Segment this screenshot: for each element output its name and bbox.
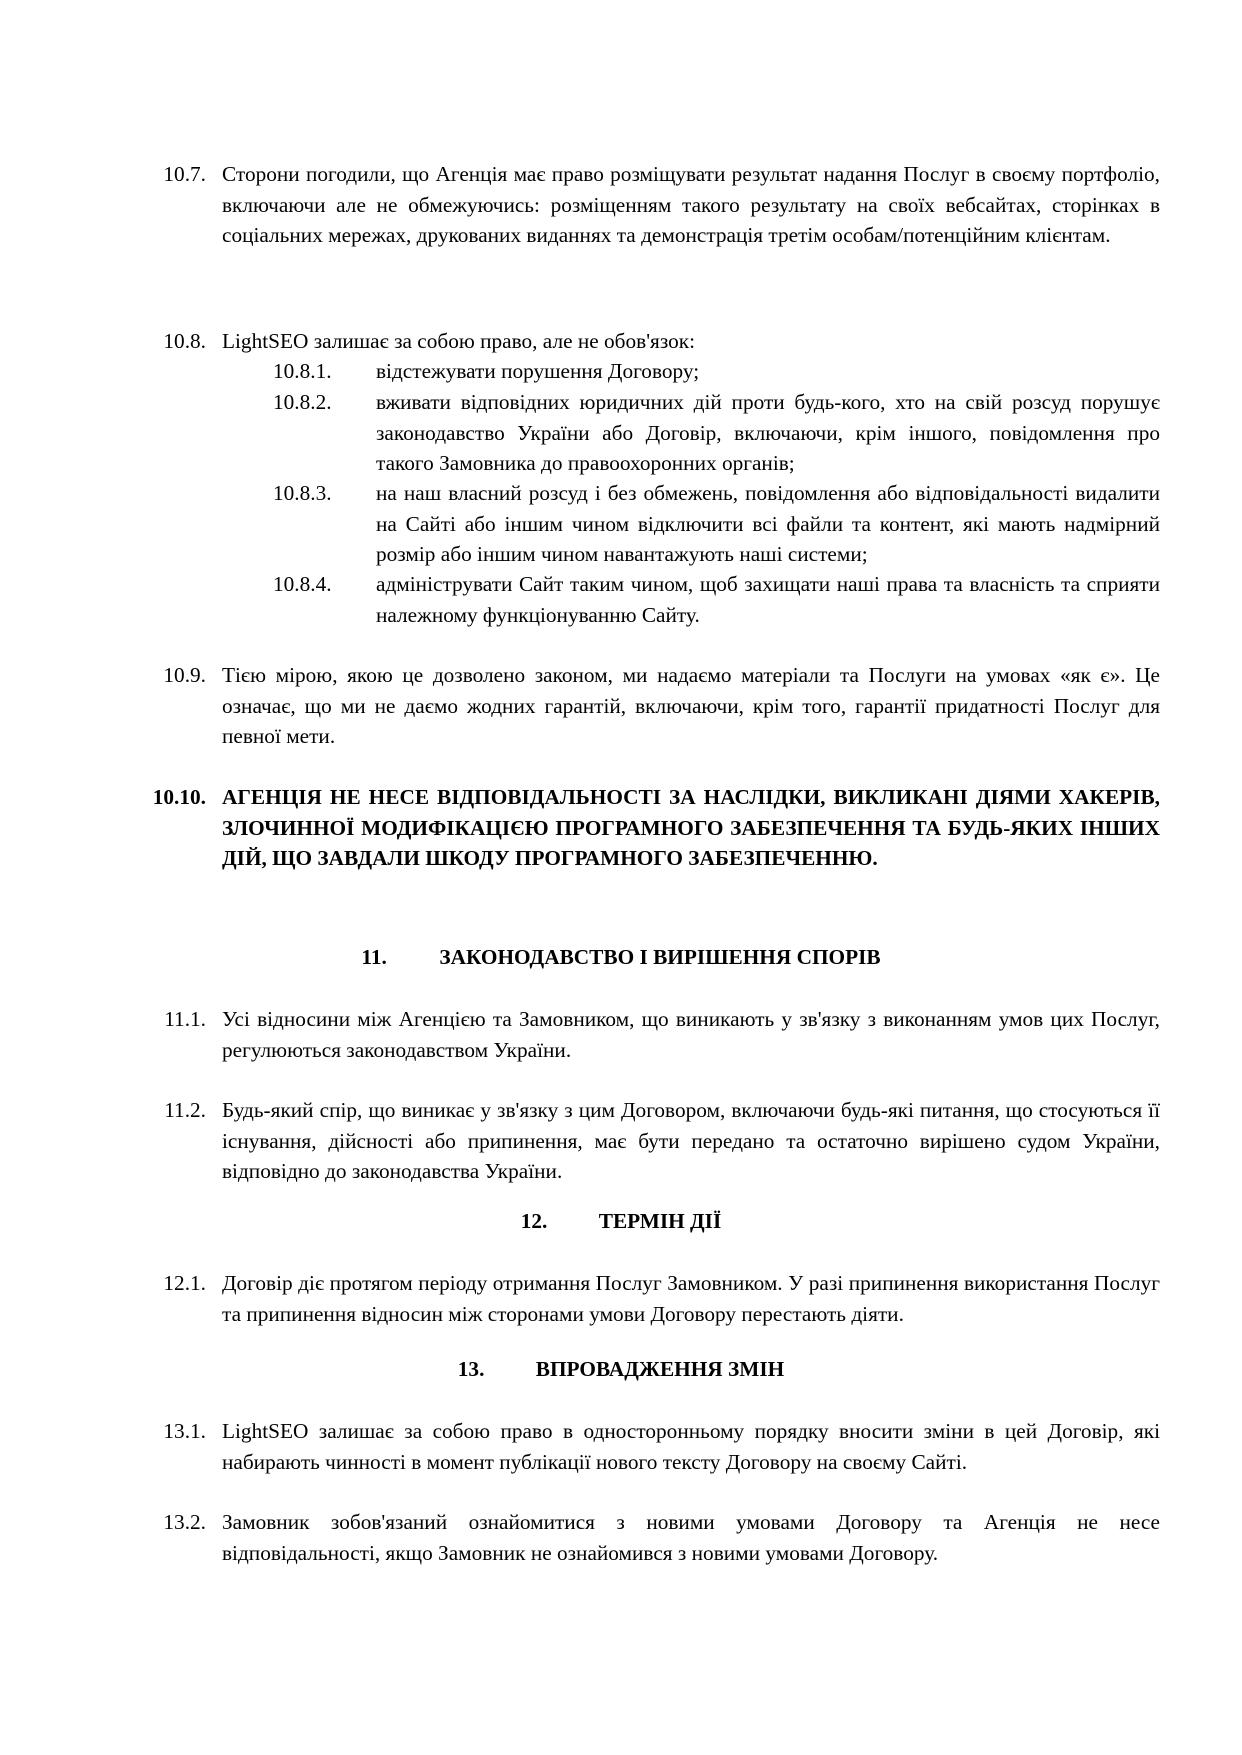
clause-number: 10.7. [163,162,206,186]
clause-11-1 [130,1004,1160,1065]
clause-10-8 [130,326,1160,357]
section-title: ВПРОВАДЖЕННЯ ЗМІН [535,1357,785,1381]
clause-number: 13.2. [163,1510,206,1534]
clause-text: LightSEO залишає за собою право в односторонньому порядку вносити зміни в цей Договір, які набирають чинності в момент публікації нового тексту Договору на своєму Сайті. [222,1419,1160,1474]
clause-12-1 [130,1268,1160,1329]
clause-number: 10.9. [163,663,206,687]
subclause-number: 10.8.2. [273,390,332,414]
clause-number: 12.1. [163,1271,206,1295]
clause-text: Договір діє протягом періоду отримання Послуг Замовником. У разі припинення використання Послуг та припинення відносин між сторонами умови Договору перестають діяти. [222,1271,1160,1326]
subclause-text: відстежувати порушення Договору; [376,359,700,383]
clause-10-7 [130,159,1160,251]
section-heading-12 [0,1206,1242,1236]
subclause-10-8-1 [273,356,1160,387]
clause-11-2 [130,1095,1160,1187]
clause-number: 10.8. [163,329,206,353]
subclause-number: 10.8.1. [273,359,332,383]
subclause-10-8-4 [273,569,1160,630]
section-number: 13. [457,1357,485,1381]
clause-text: LightSEO залишає за собою право, але не обов'язок: [222,329,696,353]
clause-13-1 [130,1416,1160,1477]
clause-text: Будь-який спір, що виникає у зв'язку з цим Договором, включаючи будь-які питання, що стосуються її існування, дійсності або припинення, має бути передано та остаточно вирішено судом України, відповідно до законодавства України. [222,1098,1160,1183]
section-heading-11 [0,942,1242,972]
clause-text: Замовник зобов'язаний ознайомитися з новими умовами Договору та Агенція не несе відповідальності, якщо Замовник не ознайомився з новими умовами Договору. [222,1510,1160,1565]
clause-text: Тією мірою, якою це дозволено законом, ми надаємо матеріали та Послуги на умовах «як є». Це означає, що ми не даємо жодних гарантій, включаючи, крім того, гарантії придатності Послуг для певної мети. [222,663,1160,748]
clause-text: Усі відносини між Агенцією та Замовником, що виникають у зв'язку з виконанням умов цих Послуг, регулюються законодавством України. [222,1007,1160,1062]
section-title: ЗАКОНОДАВСТВО І ВИРІШЕННЯ СПОРІВ [439,945,881,969]
clause-number: 11.1. [164,1007,206,1031]
subclause-number: 10.8.4. [273,572,332,596]
subclause-text: вживати відповідних юридичних дій проти будь-кого, хто на свій розсуд порушує законодавство України або Договір, включаючи, крім іншого, повідомлення про такого Замовника до правоохоронних органів; [376,390,1160,475]
section-number: 11. [361,945,387,969]
clause-13-2 [130,1507,1160,1568]
section-heading-13 [0,1354,1242,1384]
clause-number: 13.1. [163,1419,206,1443]
subclause-text: на наш власний розсуд і без обмежень, повідомлення або відповідальності видалити на Сайті або іншим чином відключити всі файли та контент, які мають надмірний розмір або іншим чином навантажують наші системи; [376,481,1160,566]
section-title: ТЕРМІН ДІЇ [598,1209,722,1233]
clause-text: АГЕНЦІЯ НЕ НЕСЕ ВІДПОВІДАЛЬНОСТІ ЗА НАСЛІДКИ, ВИКЛИКАНІ ДІЯМИ ХАКЕРІВ, ЗЛОЧИННОЇ МОДИФІКАЦІЄЮ ПРОГРАМНОГО ЗАБЕЗПЕЧЕННЯ ТА БУДЬ-ЯКИХ ІНШИХ ДІЙ, ЩО ЗАВДАЛИ ШКОДУ ПРОГРАМНОГО ЗАБЕЗПЕЧЕННЮ. [222,785,1160,870]
clause-number: 10.10. [152,785,206,809]
subclause-text: адмініструвати Сайт таким чином, щоб захищати наші права та власність та сприяти належному функціонуванню Сайту. [376,572,1160,627]
clause-text: Сторони погодили, що Агенція має право розміщувати результат надання Послуг в своєму портфоліо, включаючи але не обмежуючись: розміщенням такого результату на своїх вебсайтах, сторінках в соціальних мережах, друкованих виданнях та демонстрація третім особам/потенційним клієнтам. [222,162,1160,247]
clause-number: 11.2. [164,1098,206,1122]
subclause-10-8-3 [273,478,1160,570]
clause-10-10 [130,782,1160,874]
section-number: 12. [520,1209,548,1233]
subclause-10-8-2 [273,387,1160,479]
clause-10-9 [130,660,1160,752]
subclause-number: 10.8.3. [273,481,332,505]
